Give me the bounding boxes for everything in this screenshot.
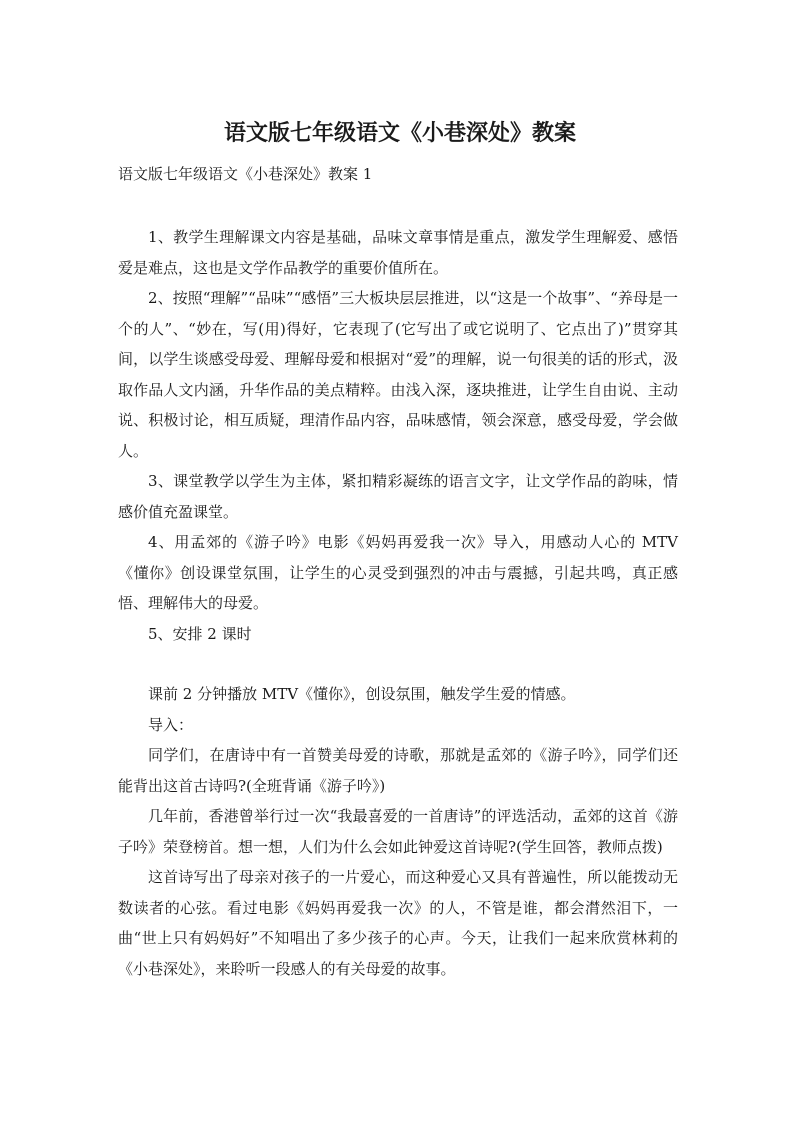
document-body — [118, 222, 678, 984]
paragraph: 1、教学生理解课文内容是基础，品味文章事情是重点，激发学生理解爱、感悟爱是难点，这也是文学作品教学的重要价值所在。 — [118, 228, 678, 277]
paragraph: 导入： — [148, 715, 194, 734]
paragraph: 3、课堂教学以学生为主体，紧扣精彩凝练的语言文字，让文学作品的韵味，情感价值充盈课堂。 — [118, 472, 678, 521]
paragraph: 课前 2 分钟播放 MTV《懂你》，创设氛围，触发学生爱的情感。 — [148, 685, 576, 703]
document-title: 语文版七年级语文《小巷深处》教案 — [223, 121, 576, 146]
paragraph: 5、安排 2 课时 — [148, 624, 252, 643]
section-spacer — [118, 649, 678, 679]
paragraph: 4、用孟郊的《游子吟》电影《妈妈再爱我一次》导入，用感动人心的 MTV《懂你》创设课堂氛围，让学生的心灵受到强烈的冲击与震撼，引起共鸣，真正感悟、理解伟大的母爱。 — [118, 533, 678, 612]
paragraph: 几年前，香港曾举行过一次“我最喜爱的一首唐诗”的评选活动，孟郊的这首《游子吟》荣登榜首。想一想，人们为什么会如此钟爱这首诗呢?(学生回答，教师点拨) — [118, 807, 678, 856]
paragraph: 同学们，在唐诗中有一首赞美母爱的诗歌，那就是孟郊的《游子吟》，同学们还能背出这首古诗吗?(全班背诵《游子吟》) — [118, 746, 678, 795]
document-subtitle: 语文版七年级语文《小巷深处》教案 1 — [118, 165, 373, 183]
paragraph: 2、按照“理解”“品味”“感悟”三大板块层层推进，以“这是一个故事”、“养母是一个的人”、“妙在，写(用)得好，它表现了(它写出了或它说明了、它点出了)”贯穿其间，以学生谈感受母爱、理解母爱和根据对“爱”的理解，说一句很美的话的形式，汲取作品人文内涵，升华作品的美点精粹。由浅入深，逐块推进，让学生自由说、主动说、积极讨论，相互质疑，理清作品内容，品味感情，领会深意，感受母爱，学会做人。 — [118, 289, 678, 460]
paragraph: 这首诗写出了母亲对孩子的一片爱心，而这种爱心又具有普遍性，所以能拨动无数读者的心弦。看过电影《妈妈再爱我一次》的人，不管是谁，都会潸然泪下，一曲“世上只有妈妈好”不知唱出了多少孩子的心声。今天，让我们一起来欣赏林莉的《小巷深处》，来聆听一段感人的有关母爱的故事。 — [118, 868, 678, 978]
